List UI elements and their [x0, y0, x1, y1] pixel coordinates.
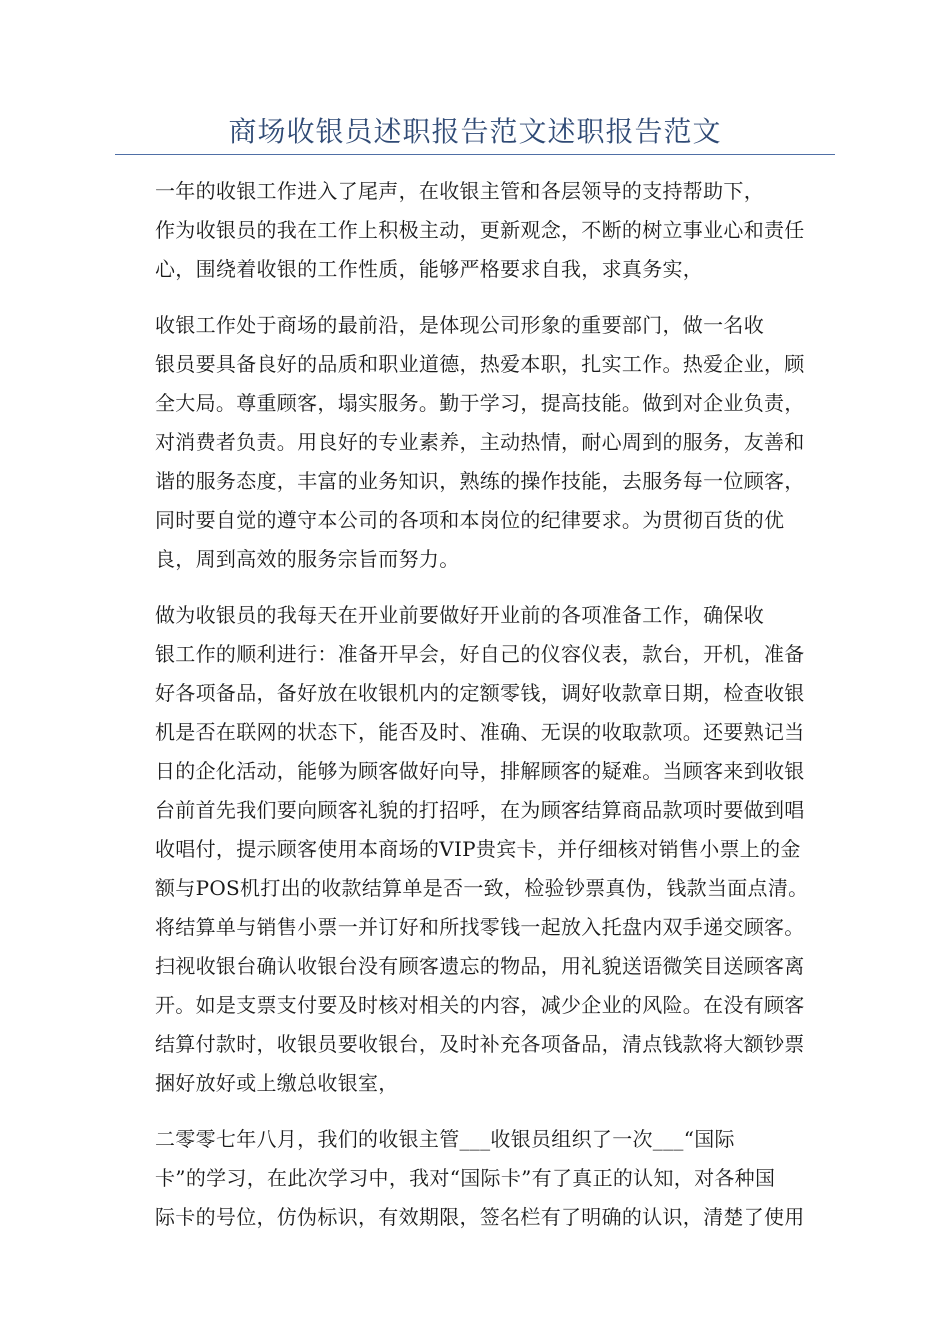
- paragraph-line: 捆好放好或上缴总收银室，: [155, 1071, 399, 1095]
- paragraph-line: 收银工作处于商场的最前沿，是体现公司形象的重要部门，做一名收: [155, 313, 764, 337]
- paragraph-line: 日的企化活动，能够为顾客做好向导，排解顾客的疑难。当顾客来到收银: [155, 759, 805, 783]
- paragraph-line: 额与POS机打出的收款结算单是否一致，检验钞票真伪，钱款当面点清。: [155, 876, 809, 900]
- title-underline: [115, 154, 835, 155]
- paragraph-line: 一年的收银工作进入了尾声，在收银主管和各层领导的支持帮助下，: [155, 179, 764, 203]
- paragraph-line: 台前首先我们要向顾客礼貌的打招呼，在为顾客结算商品款项时要做到唱: [155, 798, 805, 822]
- body-paragraph: [115, 1120, 835, 1237]
- paragraph-line: 扫视收银台确认收银台没有顾客遗忘的物品，用礼貌送语微笑目送顾客离: [155, 954, 805, 978]
- paragraph-line: 全大局。尊重顾客，塌实服务。勤于学习，提高技能。做到对企业负责，: [155, 391, 805, 415]
- paragraph-line: 收唱付，提示顾客使用本商场的VIP贵宾卡，并仔细核对销售小票上的金: [155, 837, 801, 861]
- paragraph-line: 机是否在联网的状态下，能否及时、准确、无误的收取款项。还要熟记当: [155, 720, 805, 744]
- paragraph-line: 银员要具备良好的品质和职业道德，热爱本职，扎实工作。热爱企业，顾: [155, 352, 805, 376]
- paragraph-line: 同时要自觉的遵守本公司的各项和本岗位的纪律要求。为贯彻百货的优: [155, 508, 785, 532]
- document-body: [115, 172, 835, 1254]
- document-title: 商场收银员述职报告范文述职报告范文: [228, 115, 722, 148]
- paragraph-line: 二零零七年八月，我们的收银主管___收银员组织了一次___“国际: [155, 1127, 735, 1151]
- body-paragraph: [115, 172, 835, 289]
- paragraph-line: 结算付款时，收银员要收银台，及时补充各项备品，清点钱款将大额钞票: [155, 1032, 805, 1056]
- paragraph-line: 际卡的号位，仿伪标识，有效期限，签名栏有了明确的认识，清楚了使用: [155, 1205, 805, 1229]
- paragraph-line: 好各项备品，备好放在收银机内的定额零钱，调好收款章日期，检查收银: [155, 681, 805, 705]
- paragraph-line: 银工作的顺利进行：准备开早会，好自己的仪容仪表，款台，开机，准备: [155, 642, 805, 666]
- paragraph-line: 作为收银员的我在工作上积极主动，更新观念，不断的树立事业心和责任: [155, 218, 805, 242]
- paragraph-line: 良，周到高效的服务宗旨而努力。: [155, 547, 460, 571]
- paragraph-line: 对消费者负责。用良好的专业素养，主动热情，耐心周到的服务，友善和: [155, 430, 805, 454]
- paragraph-line: 将结算单与销售小票一并订好和所找零钱一起放入托盘内双手递交顾客。: [155, 915, 805, 939]
- paragraph-line: 做为收银员的我每天在开业前要做好开业前的各项准备工作，确保收: [155, 603, 764, 627]
- body-paragraph: [115, 306, 835, 579]
- paragraph-line: 谐的服务态度，丰富的业务知识，熟练的操作技能，去服务每一位顾客，: [155, 469, 805, 493]
- paragraph-line: 卡”的学习，在此次学习中，我对“国际卡”有了真正的认知，对各种国: [155, 1166, 776, 1190]
- paragraph-line: 心，围绕着收银的工作性质，能够严格要求自我，求真务实，: [155, 257, 704, 281]
- paragraph-line: 开。如是支票支付要及时核对相关的内容，减少企业的风险。在没有顾客: [155, 993, 805, 1017]
- body-paragraph: [115, 596, 835, 1103]
